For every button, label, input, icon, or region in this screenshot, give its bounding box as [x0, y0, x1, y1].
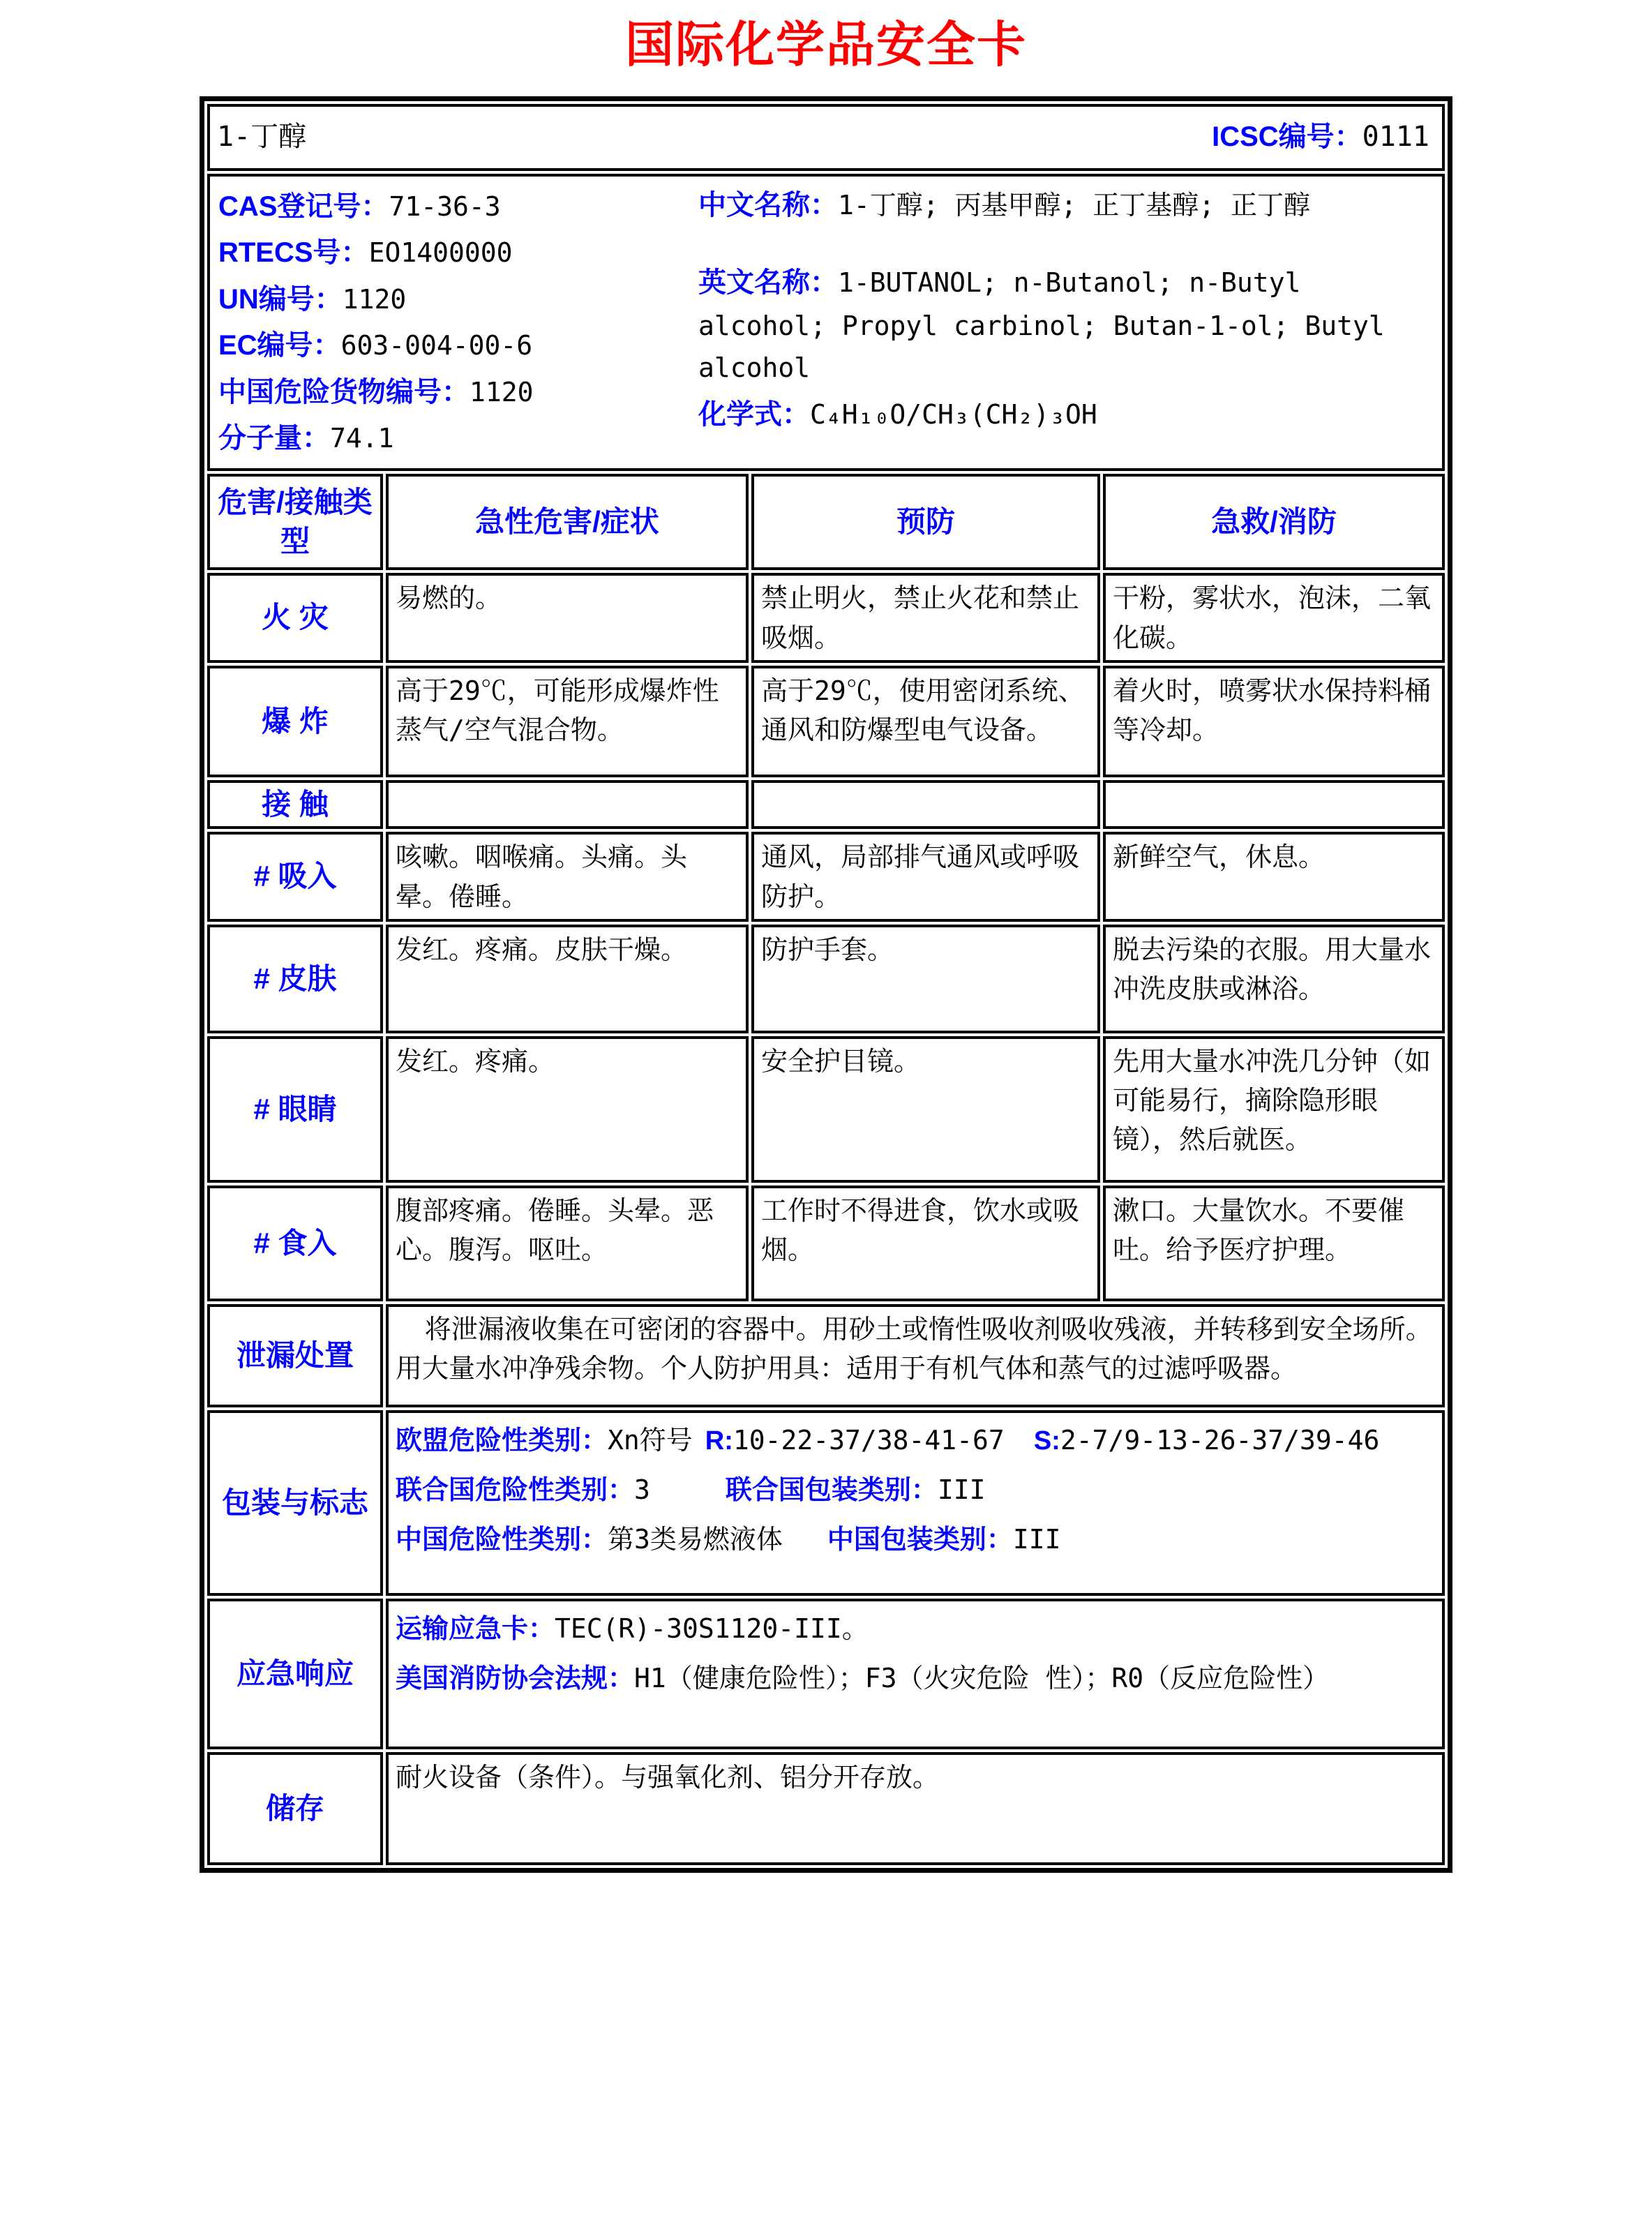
- tec-card-line: [396, 1604, 1435, 1654]
- cn-hazard-class-label: 中国危险性类别：: [395, 1525, 608, 1555]
- ec-label: EC编号：: [218, 330, 341, 361]
- rtecs-number: [218, 230, 698, 276]
- fire-prevention: 禁止明火，禁止火花和禁止吸烟。: [751, 573, 1100, 662]
- cas-number: [218, 184, 698, 230]
- identifiers-cell: [207, 174, 1445, 471]
- s-phrases-label: S:: [1033, 1426, 1060, 1456]
- un-label: UN编号：: [218, 283, 343, 315]
- fire-symptoms: 易燃的。: [386, 573, 749, 662]
- un-hazard-class-label: 联合国危险性类别：: [395, 1476, 634, 1506]
- cn-pack-group-value: III: [1012, 1524, 1061, 1555]
- card-header-row: [207, 104, 1445, 171]
- chemical-formula-label: 化学式：: [698, 399, 810, 431]
- icsc-number: [1212, 117, 1435, 158]
- row-explosion: [207, 666, 1445, 777]
- skin-symptoms: 发红。疼痛。皮肤干燥。: [386, 925, 749, 1033]
- header-prevention: 预防: [751, 474, 1100, 570]
- cn-hazard-class-value: 第3类易燃液体: [608, 1524, 783, 1555]
- china-dg-label: 中国危险货物编号：: [218, 376, 470, 407]
- nfpa-value: H1（健康危险性）；F3（火灾危险 性）；R0（反应危险性）: [634, 1663, 1330, 1694]
- ingestion-type-label: # 食入: [207, 1186, 383, 1301]
- storage-label: 储存: [207, 1752, 383, 1865]
- packaging-label: 包装与标志: [207, 1410, 383, 1596]
- skin-response: 脱去污染的衣服。用大量水冲洗皮肤或淋浴。: [1103, 925, 1445, 1033]
- spill-disposal-text: 将泄漏液收集在可密闭的容器中。用砂土或惰性吸收剂吸收残液，并转移到安全场所。用大量水冲净残余物。个人防护用具：适用于有机气体和蒸气的过滤呼吸器。: [386, 1304, 1445, 1407]
- row-eyes: [207, 1036, 1445, 1183]
- eyes-type-label: # 眼睛: [207, 1036, 383, 1183]
- icsc-card: [200, 96, 1452, 1873]
- un-value: 1120: [342, 283, 407, 315]
- eyes-symptoms: 发红。疼痛。: [386, 1036, 749, 1183]
- chemical-name: 1-丁醇: [216, 121, 307, 154]
- cas-value: 71-36-3: [389, 191, 501, 222]
- row-exposure: [207, 780, 1445, 830]
- r-phrases-value: 10-22-37/38-41-67: [733, 1424, 1005, 1456]
- cas-label: CAS登记号：: [218, 191, 389, 222]
- nfpa-label: 美国消防协会法规：: [395, 1664, 634, 1694]
- identifiers-row: [207, 174, 1445, 471]
- un-hazard-class-value: 3: [634, 1474, 650, 1506]
- eu-hazard-class-value: Xn符号: [608, 1424, 693, 1456]
- eyes-response: 先用大量水冲洗几分钟（如可能易行，摘除隐形眼镜），然后就医。: [1103, 1036, 1445, 1183]
- cn-pack-group-label: 中国包装类别：: [827, 1525, 1013, 1555]
- exposure-prevention: [751, 780, 1100, 830]
- fire-response: 干粉，雾状水，泡沫，二氧化碳。: [1103, 573, 1445, 662]
- inhalation-prevention: 通风，局部排气通风或呼吸防护。: [751, 832, 1100, 921]
- ec-number: [218, 322, 698, 368]
- row-emergency-response: [207, 1599, 1445, 1749]
- icsc-number-label: ICSC编号：: [1212, 121, 1362, 153]
- rtecs-value: EO1400000: [368, 237, 513, 269]
- molecular-weight: [218, 415, 698, 461]
- storage-text: 耐火设备（条件）。与强氧化剂、铝分开存放。: [386, 1752, 1445, 1865]
- un-class-line: [396, 1465, 1435, 1515]
- row-storage: [207, 1752, 1445, 1865]
- exposure-type-label: 接 触: [207, 780, 383, 830]
- explosion-symptoms: 高于29℃，可能形成爆炸性蒸气/空气混合物。: [386, 666, 749, 777]
- ingestion-response: 漱口。大量饮水。不要催吐。给予医疗护理。: [1103, 1186, 1445, 1301]
- inhalation-type-label: # 吸入: [207, 832, 383, 921]
- exposure-symptoms: [386, 780, 749, 830]
- inhalation-symptoms: 咳嗽。咽喉痛。头痛。头晕。倦睡。: [386, 832, 749, 921]
- header-first-aid: 急救/消防: [1103, 474, 1445, 570]
- header-acute-hazards: 急性危害/症状: [386, 474, 749, 570]
- header-hazard-type: 危害/接触类型: [207, 474, 383, 570]
- explosion-response: 着火时，喷雾状水保持料桶等冷却。: [1103, 666, 1445, 777]
- icsc-number-value: 0111: [1362, 121, 1429, 154]
- explosion-prevention: 高于29℃，使用密闭系统、通风和防爆型电气设备。: [751, 666, 1100, 777]
- un-pack-group-label: 联合国包装类别：: [725, 1476, 938, 1506]
- inhalation-response: 新鲜空气，休息。: [1103, 832, 1445, 921]
- row-packaging: [207, 1410, 1445, 1596]
- s-phrases-value: 2-7/9-13-26-37/39-46: [1060, 1424, 1380, 1456]
- china-dg-value: 1120: [469, 376, 534, 407]
- molecular-weight-value: 74.1: [329, 422, 394, 454]
- skin-prevention: 防护手套。: [751, 925, 1100, 1033]
- explosion-type-label: 爆 炸: [207, 666, 383, 777]
- rtecs-label: RTECS号：: [218, 237, 369, 269]
- molecular-weight-label: 分子量：: [218, 422, 330, 454]
- card-header-cell: [207, 104, 1445, 171]
- row-skin: [207, 925, 1445, 1033]
- name-list: [698, 184, 1434, 461]
- row-ingestion: [207, 1186, 1445, 1301]
- emergency-response-text: [386, 1599, 1445, 1749]
- spill-disposal-label: 泄漏处置: [207, 1304, 383, 1407]
- emergency-response-label: 应急响应: [207, 1599, 383, 1749]
- exposure-response: [1103, 780, 1445, 830]
- english-names-value: 1-BUTANOL; n-Butanol; n-Butyl alcohol; Propyl carbinol; Butan-1-ol; Butyl alcohol: [698, 267, 1385, 384]
- fire-type-label: 火 灾: [207, 573, 383, 662]
- un-number: [218, 276, 698, 322]
- chinese-names-value: 1-丁醇; 丙基甲醇; 正丁基醇; 正丁醇: [837, 190, 1311, 220]
- packaging-text: [386, 1410, 1445, 1596]
- identifier-list: [218, 184, 698, 461]
- page-title: 国际化学品安全卡: [625, 17, 1027, 72]
- chemical-formula: [698, 393, 1434, 437]
- ingestion-symptoms: 腹部疼痛。倦睡。头晕。恶心。腹泻。呕吐。: [386, 1186, 749, 1301]
- china-dg-number: [218, 369, 698, 415]
- ec-value: 603-004-00-6: [340, 330, 533, 361]
- english-names: [698, 261, 1434, 389]
- row-fire: [207, 573, 1445, 662]
- cn-class-line: [396, 1515, 1435, 1564]
- row-spill-disposal: [207, 1304, 1445, 1407]
- row-inhalation: [207, 832, 1445, 921]
- ingestion-prevention: 工作时不得进食，饮水或吸烟。: [751, 1186, 1100, 1301]
- r-phrases-label: R:: [705, 1426, 733, 1456]
- chemical-formula-value: C₄H₁₀O/CH₃(CH₂)₃OH: [809, 399, 1097, 431]
- chinese-names: [698, 184, 1434, 227]
- un-pack-group-value: III: [937, 1474, 986, 1506]
- eu-hazard-class-label: 欧盟危险性类别：: [395, 1426, 608, 1456]
- nfpa-line: [396, 1654, 1435, 1703]
- tec-card-value: TEC(R)-30S1120-III。: [555, 1613, 869, 1644]
- hazard-header-row: [207, 474, 1445, 570]
- tec-card-label: 运输应急卡：: [395, 1614, 555, 1644]
- eyes-prevention: 安全护目镜。: [751, 1036, 1100, 1183]
- chinese-names-label: 中文名称：: [698, 190, 838, 220]
- english-names-label: 英文名称：: [698, 267, 838, 299]
- skin-type-label: # 皮肤: [207, 925, 383, 1033]
- eu-hazard-class-line: [396, 1416, 1435, 1465]
